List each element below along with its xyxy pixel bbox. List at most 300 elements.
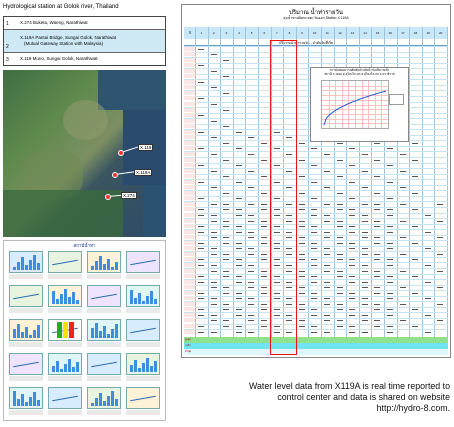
station-thumbnail[interactable] bbox=[48, 251, 82, 273]
summary-label: เฉลี่ย bbox=[185, 343, 191, 347]
thumbnail-swatch bbox=[57, 322, 62, 338]
data-cell-mark bbox=[236, 315, 242, 316]
thumbnail-bar bbox=[111, 391, 114, 406]
data-cell-mark bbox=[261, 204, 267, 205]
station-thumbnail[interactable] bbox=[126, 285, 160, 307]
column-header: 4 bbox=[238, 31, 240, 35]
station-number: 3 bbox=[6, 57, 9, 63]
data-cell-mark bbox=[400, 271, 406, 272]
data-cell-mark bbox=[387, 209, 393, 210]
row-year-label bbox=[184, 235, 195, 239]
thumbnail-line bbox=[52, 260, 78, 265]
data-cell-mark bbox=[362, 215, 368, 216]
data-cell-mark bbox=[362, 265, 368, 266]
data-cell-mark bbox=[211, 232, 217, 233]
grid-hline bbox=[184, 279, 448, 280]
data-cell-mark bbox=[337, 209, 343, 210]
station-table bbox=[3, 16, 166, 66]
data-cell-mark bbox=[299, 226, 305, 227]
row-year-label bbox=[184, 96, 195, 100]
row-year-label bbox=[184, 280, 195, 284]
thumbnail-line bbox=[91, 294, 117, 299]
data-cell-mark bbox=[412, 193, 418, 194]
data-cell-mark bbox=[299, 221, 305, 222]
station-thumbnail[interactable] bbox=[9, 285, 43, 307]
data-cell-mark bbox=[324, 304, 330, 305]
data-cell-mark bbox=[349, 326, 355, 327]
data-cell-mark bbox=[349, 165, 355, 166]
data-cell-mark bbox=[261, 160, 267, 161]
thumbnail-caption bbox=[48, 410, 82, 415]
data-cell-mark bbox=[337, 143, 343, 144]
thumbnail-bar bbox=[138, 368, 141, 372]
thumbnail-bar bbox=[13, 267, 16, 270]
highlight-column-box bbox=[270, 40, 297, 355]
data-cell-mark bbox=[437, 304, 443, 305]
thumbnail-caption bbox=[87, 274, 121, 279]
data-cell-mark bbox=[349, 282, 355, 283]
data-cell-mark bbox=[248, 315, 254, 316]
data-cell-mark bbox=[374, 160, 380, 161]
thumbnail-caption bbox=[87, 342, 121, 347]
data-cell-mark bbox=[211, 71, 217, 72]
thumbnail-bar bbox=[99, 331, 102, 338]
grid-hline bbox=[184, 218, 448, 219]
thumbnail-caption bbox=[87, 410, 121, 415]
grid-hline bbox=[184, 257, 448, 258]
summary-label: สูงสุด bbox=[185, 337, 191, 341]
row-year-label bbox=[184, 246, 195, 250]
data-cell-mark bbox=[311, 326, 317, 327]
data-cell-mark bbox=[198, 65, 204, 66]
data-cell-mark bbox=[236, 248, 242, 249]
row-year-label bbox=[184, 318, 195, 322]
data-cell-mark bbox=[337, 259, 343, 260]
data-cell-mark bbox=[374, 271, 380, 272]
data-cell-mark bbox=[311, 282, 317, 283]
data-cell-mark bbox=[374, 221, 380, 222]
thumbnail-bar bbox=[111, 267, 114, 270]
data-cell-mark bbox=[311, 209, 317, 210]
grid-hline bbox=[184, 168, 448, 169]
data-cell-mark bbox=[362, 204, 368, 205]
data-cell-mark bbox=[311, 332, 317, 333]
data-cell-mark bbox=[349, 298, 355, 299]
data-cell-mark bbox=[387, 293, 393, 294]
data-cell-mark bbox=[349, 209, 355, 210]
data-cell-mark bbox=[374, 243, 380, 244]
inset-title-line: สถานี X.119A ด.สุไหงโก-ลก อ.สุไหงโก-ลก จ.นราธิวาส bbox=[324, 71, 395, 76]
row-year-label bbox=[184, 124, 195, 128]
caption-line: Water level data from X119A is real time reported to bbox=[249, 381, 450, 391]
data-cell-mark bbox=[400, 204, 406, 205]
data-cell-mark bbox=[337, 254, 343, 255]
data-cell-mark bbox=[437, 271, 443, 272]
station-thumbnail[interactable] bbox=[9, 251, 43, 273]
row-year-label bbox=[184, 241, 195, 245]
data-cell-mark bbox=[198, 49, 204, 50]
data-cell-mark bbox=[211, 171, 217, 172]
data-cell-mark bbox=[236, 332, 242, 333]
column-header: 7 bbox=[276, 31, 278, 35]
row-year-label bbox=[184, 191, 195, 195]
data-cell-mark bbox=[437, 204, 443, 205]
data-cell-mark bbox=[412, 259, 418, 260]
data-cell-mark bbox=[362, 315, 368, 316]
column-header: 10 bbox=[313, 31, 317, 35]
data-cell-mark bbox=[387, 298, 393, 299]
satellite-map[interactable] bbox=[3, 70, 166, 237]
column-header: 13 bbox=[350, 31, 355, 35]
row-year-label bbox=[184, 257, 195, 261]
sheet-subtitle: ลุ่มน้ำชายฝั่งทะเลตะวันออก Station X.119A bbox=[283, 16, 349, 20]
grid-hline bbox=[184, 174, 448, 175]
data-cell-mark bbox=[211, 221, 217, 222]
station-thumbnail[interactable] bbox=[9, 319, 43, 341]
thumbnail-bar bbox=[33, 330, 36, 338]
row-year-label bbox=[184, 108, 195, 112]
station-thumbnail[interactable] bbox=[126, 251, 160, 273]
data-cell-mark bbox=[412, 226, 418, 227]
data-cell-mark bbox=[311, 215, 317, 216]
row-year-label bbox=[184, 263, 195, 267]
grid-hline bbox=[184, 329, 448, 330]
data-cell-mark bbox=[248, 287, 254, 288]
data-cell-mark bbox=[261, 287, 267, 288]
grid-hline bbox=[184, 213, 448, 214]
data-cell-mark bbox=[362, 232, 368, 233]
row-year-label bbox=[184, 113, 195, 117]
station-thumbnail[interactable] bbox=[48, 319, 82, 341]
station-thumbnail[interactable] bbox=[9, 387, 43, 409]
data-cell-mark bbox=[261, 259, 267, 260]
data-cell-mark bbox=[261, 326, 267, 327]
column-header: 6 bbox=[263, 31, 266, 35]
data-cell-mark bbox=[261, 226, 267, 227]
data-cell-mark bbox=[349, 243, 355, 244]
data-cell-mark bbox=[198, 315, 204, 316]
data-cell-mark bbox=[223, 204, 229, 205]
column-header: 17 bbox=[401, 31, 405, 35]
data-cell-mark bbox=[374, 287, 380, 288]
data-cell-mark bbox=[437, 254, 443, 255]
data-cell-mark bbox=[374, 143, 380, 144]
row-year-label bbox=[184, 85, 195, 89]
data-cell-mark bbox=[211, 215, 217, 216]
data-cell-mark bbox=[324, 171, 330, 172]
column-header: 1 bbox=[200, 31, 203, 35]
data-cell-mark bbox=[299, 176, 305, 177]
row-year-label bbox=[184, 91, 195, 95]
station-thumbnail[interactable] bbox=[87, 319, 121, 341]
data-cell-mark bbox=[198, 82, 204, 83]
data-cell-mark bbox=[299, 309, 305, 310]
station-thumbnail[interactable] bbox=[48, 285, 82, 307]
data-cell-mark bbox=[236, 259, 242, 260]
data-cell-mark bbox=[362, 332, 368, 333]
data-cell-mark bbox=[248, 221, 254, 222]
data-cell-mark bbox=[211, 121, 217, 122]
row-year-label bbox=[184, 63, 195, 67]
data-cell-mark bbox=[299, 271, 305, 272]
data-cell-mark bbox=[412, 243, 418, 244]
data-cell-mark bbox=[248, 265, 254, 266]
thumbnail-caption bbox=[126, 410, 160, 415]
station-thumbnail[interactable] bbox=[87, 387, 121, 409]
data-cell-mark bbox=[387, 282, 393, 283]
data-cell-mark bbox=[311, 315, 317, 316]
data-cell-mark bbox=[223, 320, 229, 321]
thumbnail-bar bbox=[95, 261, 98, 270]
thumbnail-caption bbox=[9, 342, 43, 347]
data-cell-mark bbox=[362, 187, 368, 188]
data-cell-mark bbox=[387, 332, 393, 333]
data-cell-mark bbox=[261, 221, 267, 222]
thumbnail-bar bbox=[91, 266, 94, 270]
thumbnail-caption bbox=[87, 376, 121, 381]
thumbnail-caption bbox=[9, 410, 43, 415]
discharge-spreadsheet bbox=[181, 4, 451, 358]
data-cell-mark bbox=[337, 320, 343, 321]
data-cell-mark bbox=[198, 182, 204, 183]
data-cell-mark bbox=[261, 254, 267, 255]
data-cell-mark bbox=[223, 76, 229, 77]
grid-hline bbox=[184, 324, 448, 325]
column-header: 2 bbox=[213, 31, 215, 35]
data-cell-mark bbox=[387, 265, 393, 266]
thumbnail-caption bbox=[126, 274, 160, 279]
station-marker[interactable] bbox=[118, 150, 124, 156]
data-cell-mark bbox=[311, 165, 317, 166]
data-cell-mark bbox=[223, 93, 229, 94]
data-cell-mark bbox=[211, 237, 217, 238]
station-thumbnail[interactable] bbox=[126, 387, 160, 409]
grid-hline bbox=[184, 290, 448, 291]
thumbnail-bar bbox=[52, 291, 55, 304]
data-cell-mark bbox=[400, 171, 406, 172]
data-cell-mark bbox=[324, 237, 330, 238]
data-cell-mark bbox=[299, 204, 305, 205]
data-cell-mark bbox=[248, 282, 254, 283]
data-cell-mark bbox=[412, 326, 418, 327]
thumbnail-bar bbox=[154, 299, 157, 304]
data-cell-mark bbox=[223, 271, 229, 272]
data-cell-mark bbox=[437, 287, 443, 288]
row-year-label bbox=[184, 146, 195, 150]
row-year-label bbox=[184, 102, 195, 106]
data-cell-mark bbox=[223, 60, 229, 61]
thumbnail-bar bbox=[56, 361, 59, 372]
station-thumbnail[interactable] bbox=[87, 251, 121, 273]
data-cell-mark bbox=[223, 276, 229, 277]
data-cell-mark bbox=[236, 165, 242, 166]
data-cell-mark bbox=[425, 232, 431, 233]
data-cell-mark bbox=[349, 315, 355, 316]
data-cell-mark bbox=[324, 248, 330, 249]
column-header: 19 bbox=[426, 31, 430, 35]
data-cell-mark bbox=[248, 154, 254, 155]
data-cell-mark bbox=[362, 248, 368, 249]
station-thumbnail[interactable] bbox=[48, 353, 82, 375]
data-cell-mark bbox=[425, 315, 431, 316]
data-cell-mark bbox=[324, 187, 330, 188]
data-cell-mark bbox=[311, 148, 317, 149]
row-year-label bbox=[184, 202, 195, 206]
data-cell-mark bbox=[299, 209, 305, 210]
grid-hline bbox=[184, 207, 448, 208]
data-cell-mark bbox=[248, 232, 254, 233]
thumbnail-bar bbox=[134, 360, 137, 372]
data-cell-mark bbox=[324, 271, 330, 272]
data-cell-mark bbox=[362, 271, 368, 272]
data-cell-mark bbox=[299, 193, 305, 194]
data-cell-mark bbox=[211, 254, 217, 255]
thumbnail-swatch bbox=[69, 322, 74, 338]
thumbnail-bar bbox=[130, 365, 133, 372]
data-cell-mark bbox=[198, 198, 204, 199]
data-cell-mark bbox=[211, 265, 217, 266]
data-cell-mark bbox=[387, 243, 393, 244]
data-cell-mark bbox=[362, 282, 368, 283]
grid-hline bbox=[184, 201, 448, 202]
data-cell-mark bbox=[211, 332, 217, 333]
data-cell-mark bbox=[261, 243, 267, 244]
station-thumbnail[interactable] bbox=[48, 387, 82, 409]
data-cell-mark bbox=[248, 237, 254, 238]
column-header: 20 bbox=[439, 31, 443, 35]
data-cell-mark bbox=[236, 226, 242, 227]
thumbnail-bar bbox=[95, 323, 98, 338]
row-year-label bbox=[184, 224, 195, 228]
caption-line: control center and data is shared on website bbox=[277, 392, 450, 402]
thumbnail-bar bbox=[107, 396, 110, 406]
data-cell-mark bbox=[324, 332, 330, 333]
station-marker[interactable] bbox=[112, 172, 118, 178]
data-cell-mark bbox=[374, 304, 380, 305]
grid-hline bbox=[184, 262, 448, 263]
thumbnail-bar bbox=[21, 394, 24, 406]
thumbnail-bar bbox=[150, 366, 153, 372]
station-thumbnail[interactable] bbox=[87, 285, 121, 307]
data-cell-mark bbox=[299, 293, 305, 294]
row-year-label bbox=[184, 252, 195, 256]
grid-hline bbox=[184, 46, 448, 47]
thumbnail-bar bbox=[111, 329, 114, 338]
grid-hline bbox=[184, 318, 448, 319]
row-year-label bbox=[184, 47, 195, 51]
row-year-label bbox=[184, 213, 195, 217]
data-cell-mark bbox=[362, 298, 368, 299]
thumbnail-line bbox=[91, 362, 117, 367]
data-cell-mark bbox=[236, 243, 242, 244]
station-thumbnail[interactable] bbox=[87, 353, 121, 375]
row-year-label bbox=[184, 313, 195, 317]
thumbnail-bar bbox=[56, 299, 59, 304]
data-cell-mark bbox=[387, 215, 393, 216]
summary-label: ต่ำสุด bbox=[185, 349, 192, 353]
data-cell-mark bbox=[223, 259, 229, 260]
data-cell-mark bbox=[198, 326, 204, 327]
data-cell-mark bbox=[337, 221, 343, 222]
data-cell-mark bbox=[299, 287, 305, 288]
data-cell-mark bbox=[374, 254, 380, 255]
row-year-label bbox=[184, 291, 195, 295]
data-cell-mark bbox=[387, 165, 393, 166]
data-cell-mark bbox=[223, 287, 229, 288]
data-cell-mark bbox=[311, 309, 317, 310]
data-cell-mark bbox=[349, 248, 355, 249]
thumbnail-bar bbox=[95, 398, 98, 406]
grid-hline bbox=[184, 229, 448, 230]
data-cell-mark bbox=[236, 298, 242, 299]
station-thumbnail[interactable] bbox=[126, 319, 160, 341]
data-cell-mark bbox=[412, 276, 418, 277]
thumbnail-line bbox=[130, 396, 156, 401]
thumbnail-caption bbox=[126, 342, 160, 347]
data-cell-mark bbox=[299, 259, 305, 260]
station-thumbnail[interactable] bbox=[126, 353, 160, 375]
thumbnail-bar bbox=[103, 326, 106, 338]
data-cell-mark bbox=[425, 298, 431, 299]
thumbnail-bar bbox=[91, 328, 94, 338]
thumbnail-bar bbox=[37, 263, 40, 270]
data-cell-mark bbox=[236, 326, 242, 327]
rating-curve-inset bbox=[310, 67, 409, 142]
data-cell-mark bbox=[400, 221, 406, 222]
rating-curve-line bbox=[324, 91, 386, 125]
row-year-label bbox=[184, 130, 195, 134]
grid-hline bbox=[184, 224, 448, 225]
grid-hline bbox=[184, 196, 448, 197]
data-cell-mark bbox=[236, 148, 242, 149]
data-cell-mark bbox=[236, 265, 242, 266]
data-cell-mark bbox=[211, 248, 217, 249]
data-cell-mark bbox=[337, 243, 343, 244]
data-cell-mark bbox=[349, 198, 355, 199]
row-year-label bbox=[184, 219, 195, 223]
data-cell-mark bbox=[337, 176, 343, 177]
data-cell-mark bbox=[387, 326, 393, 327]
data-cell-mark bbox=[261, 320, 267, 321]
data-cell-mark bbox=[311, 293, 317, 294]
station-text: (Mutual Gateway Station with Malaysia) bbox=[24, 41, 104, 46]
row-year-label bbox=[184, 230, 195, 234]
grid-hline bbox=[184, 285, 448, 286]
data-cell-mark bbox=[236, 209, 242, 210]
grid-hline bbox=[184, 296, 448, 297]
data-cell-mark bbox=[324, 320, 330, 321]
sea-area bbox=[98, 70, 166, 110]
row-year-label bbox=[184, 307, 195, 311]
data-cell-mark bbox=[425, 215, 431, 216]
data-cell-mark bbox=[337, 226, 343, 227]
data-cell-mark bbox=[337, 309, 343, 310]
data-cell-mark bbox=[387, 248, 393, 249]
row-year-label bbox=[184, 196, 195, 200]
station-marker[interactable] bbox=[105, 194, 111, 200]
thumbnail-bar bbox=[37, 400, 40, 406]
row-year-label bbox=[184, 274, 195, 278]
map-label-x119a: X.119A bbox=[136, 170, 151, 175]
data-cell-mark bbox=[387, 226, 393, 227]
station-thumbnail[interactable] bbox=[9, 353, 43, 375]
data-cell-mark bbox=[248, 254, 254, 255]
map-label-x119: X.119 bbox=[140, 145, 152, 150]
data-cell-mark bbox=[236, 232, 242, 233]
grid-hline bbox=[184, 157, 448, 158]
data-cell-mark bbox=[349, 215, 355, 216]
data-cell-mark bbox=[223, 160, 229, 161]
